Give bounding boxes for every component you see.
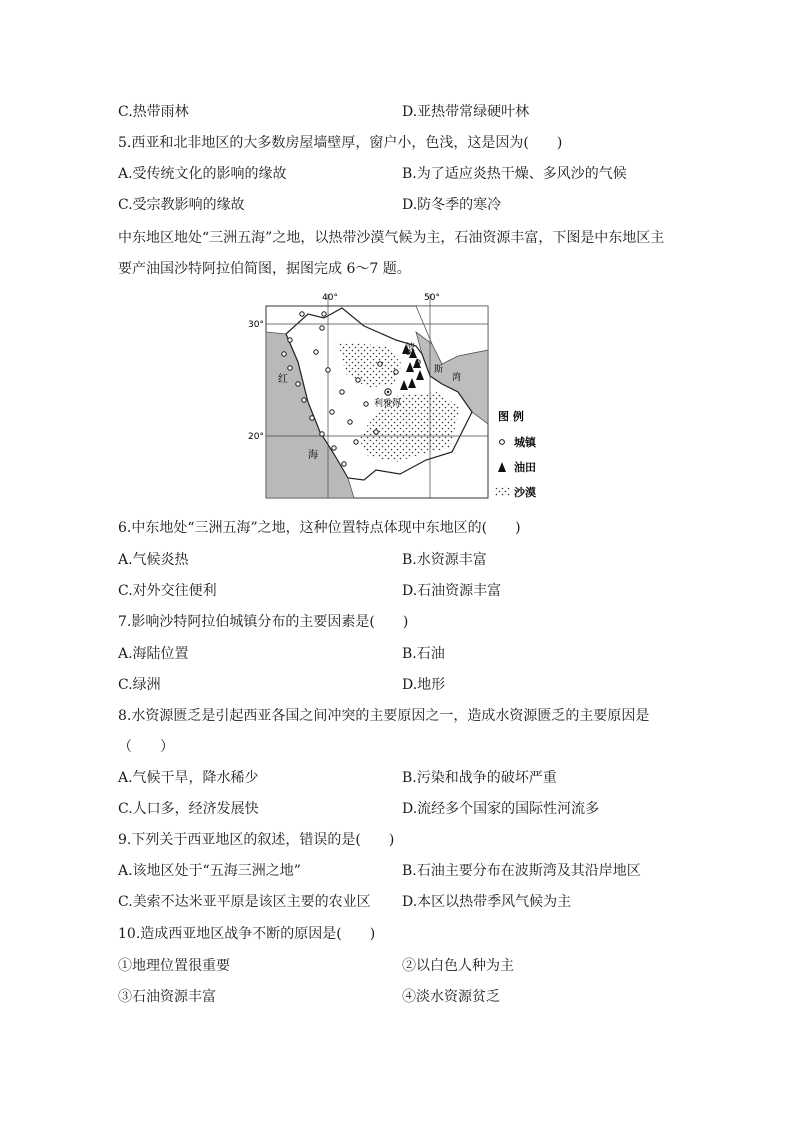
- q9-stem: 9.下列关于西亚地区的叙述，错误的是( ): [118, 832, 395, 848]
- town: [314, 350, 318, 354]
- town: [288, 366, 292, 370]
- q7-option-c: C.绿洲: [118, 677, 161, 693]
- saudi-arabia-map: [246, 292, 548, 504]
- q7-option-a: A.海陆位置: [118, 646, 189, 662]
- legend-oil-label: 油田: [514, 461, 536, 474]
- q9-option-b: B.石油主要分布在波斯湾及其沿岸地区: [402, 863, 641, 879]
- red-sea-label-2: 海: [308, 450, 318, 461]
- town: [282, 352, 286, 356]
- legend-desert-icon: [494, 486, 510, 496]
- q10-option-1: ①地理位置很重要: [118, 958, 230, 974]
- town: [288, 338, 292, 342]
- town: [332, 446, 336, 450]
- riyadh-label: 利雅得: [374, 399, 402, 409]
- q5-stem: 5.西亚和北非地区的大多数房屋墙壁厚，窗户小，色浅，这是因为( ): [118, 135, 563, 151]
- q8-option-b: B.污染和战争的破坏严重: [402, 770, 557, 786]
- town: [364, 402, 368, 406]
- q6-option-c: C.对外交往便利: [118, 583, 217, 599]
- town: [296, 382, 300, 386]
- lon-40-label: 40°: [322, 293, 338, 303]
- town: [326, 368, 330, 372]
- q7-option-b: B.石油: [402, 646, 445, 662]
- town: [348, 420, 352, 424]
- legend-town-icon: [500, 440, 505, 445]
- town: [302, 398, 306, 402]
- town: [354, 440, 358, 444]
- legend-town-label: 城镇: [514, 436, 536, 449]
- q9-option-d: D.本区以热带季风气候为主: [402, 894, 572, 910]
- q4-option-d: D.亚热带常绿硬叶林: [402, 104, 530, 120]
- q9-option-a: A.该地区处于“五海三洲之地”: [118, 863, 301, 879]
- q7-stem: 7.影响沙特阿拉伯城镇分布的主要因素是( ): [118, 614, 409, 630]
- q8-option-a: A.气候干旱，降水稀少: [118, 770, 259, 786]
- q10-stem: 10.造成西亚地区战争不断的原因是( ): [118, 926, 376, 942]
- gulf-label-1: 波: [406, 343, 416, 353]
- town: [330, 410, 334, 414]
- q5-option-c: C.受宗教影响的缘故: [118, 197, 245, 213]
- q8-option-c: C.人口多，经济发展快: [118, 801, 259, 817]
- q5-option-a: A.受传统文化的影响的缘故: [118, 166, 287, 182]
- town: [356, 378, 360, 382]
- q6-stem: 6.中东地处“三洲五海”之地，这种位置特点体现中东地区的( ): [118, 520, 521, 536]
- q5-option-b: B.为了适应炎热干燥、多风沙的气候: [402, 166, 627, 182]
- q7-option-d: D.地形: [402, 677, 446, 693]
- q9-option-c: C.美索不达米亚平原是该区主要的农业区: [118, 894, 371, 910]
- lat-30-label: 30°: [248, 320, 264, 330]
- intro-line-2: 要产油国沙特阿拉伯简图，据图完成 6～7 题。: [118, 261, 411, 277]
- q4-option-c: C.热带雨林: [118, 104, 189, 120]
- town: [310, 416, 314, 420]
- town: [378, 362, 382, 366]
- gulf-label-3: 湾: [452, 373, 462, 383]
- town: [374, 430, 378, 434]
- legend-desert-label: 沙漠: [514, 486, 536, 499]
- town: [300, 312, 304, 316]
- q6-option-b: B.水资源丰富: [402, 552, 487, 568]
- lat-20-label: 20°: [248, 432, 264, 442]
- town: [320, 432, 324, 436]
- town: [320, 326, 324, 330]
- legend-oil-icon: [498, 462, 506, 472]
- lon-50-label: 50°: [424, 293, 440, 303]
- gulf-label-2: 斯: [434, 365, 444, 375]
- riyadh-center: [387, 391, 389, 393]
- intro-line-1: 中东地区地处“三洲五海”之地，以热带沙漠气候为主，石油资源丰富，下图是中东地区主: [118, 230, 665, 246]
- q10-option-2: ②以白色人种为主: [402, 958, 514, 974]
- q5-option-d: D.防冬季的寒冷: [402, 197, 502, 213]
- town: [322, 312, 326, 316]
- town: [340, 390, 344, 394]
- q6-option-d: D.石油资源丰富: [402, 583, 502, 599]
- town: [394, 370, 398, 374]
- q8-option-d: D.流经多个国家的国际性河流多: [402, 801, 600, 817]
- legend-title: 图 例: [498, 410, 524, 423]
- q8-stem-brackets: （ ）: [118, 739, 174, 755]
- red-sea-label-1: 红: [278, 374, 288, 385]
- q10-option-3: ③石油资源丰富: [118, 989, 216, 1005]
- town: [342, 462, 346, 466]
- q6-option-a: A.气候炎热: [118, 552, 189, 568]
- q8-stem: 8.水资源匮乏是引起西亚各国之间冲突的主要原因之一，造成水资源匮乏的主要原因是: [118, 708, 650, 724]
- q10-option-4: ④淡水资源贫乏: [402, 989, 500, 1005]
